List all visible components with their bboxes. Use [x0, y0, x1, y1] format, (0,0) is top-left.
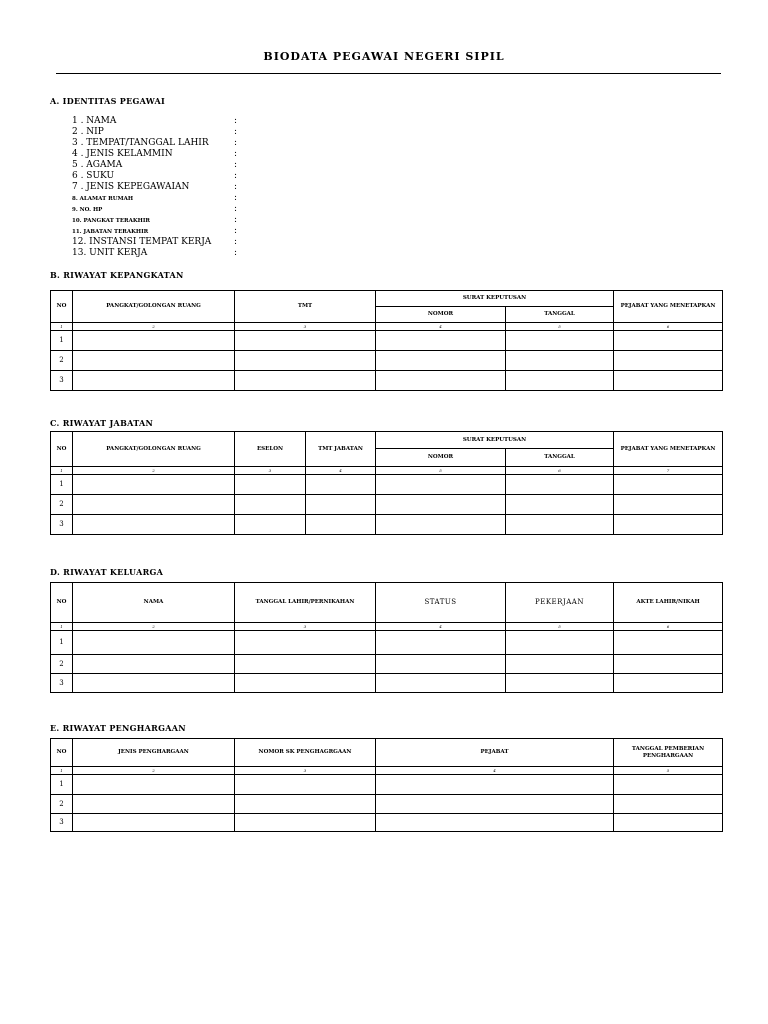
cell[interactable]: [73, 475, 235, 495]
header-pangkat: PANGKAT/GOLONGAN RUANG: [73, 432, 235, 467]
identity-item: [72, 204, 238, 215]
cell[interactable]: [235, 655, 376, 674]
identity-label: 11. JABATAN TERAKHIR: [72, 229, 149, 235]
column-number-row: [51, 623, 723, 631]
col-num: 5: [506, 323, 614, 331]
identity-item: [72, 149, 238, 160]
cell[interactable]: [506, 475, 614, 495]
column-number-row: [51, 467, 723, 475]
cell[interactable]: [614, 371, 723, 391]
table-row: [51, 655, 723, 674]
cell[interactable]: [506, 631, 614, 655]
cell[interactable]: [614, 814, 723, 832]
identity-item: [72, 171, 238, 182]
cell[interactable]: [306, 515, 376, 535]
col-num: 4: [376, 323, 506, 331]
identity-colon: :: [234, 237, 238, 247]
identity-label: 6 . SUKU: [72, 171, 115, 181]
header-nama: NAMA: [73, 583, 235, 623]
table-row: [51, 475, 723, 495]
header-eselon: ESELON: [235, 432, 306, 467]
identity-colon: :: [234, 160, 238, 170]
section-e-heading: E. RIWAYAT PENGHARGAAN: [50, 723, 186, 733]
header-tmt-jabatan: TMT JABATAN: [306, 432, 376, 467]
header-tanggal-pemberian: TANGGAL PEMBERIAN PENGHARGAAN: [614, 739, 723, 767]
cell[interactable]: [614, 674, 723, 693]
cell[interactable]: [73, 655, 235, 674]
cell[interactable]: [376, 331, 506, 351]
cell[interactable]: [235, 371, 376, 391]
header-nomor: NOMOR: [376, 449, 506, 467]
header-pangkat: PANGKAT/GOLONGAN RUANG: [73, 291, 235, 323]
header-status: STATUS: [376, 583, 506, 623]
identity-item: [72, 127, 238, 138]
col-num: 2: [73, 467, 235, 475]
identity-colon: :: [234, 204, 238, 214]
title-divider: [56, 73, 721, 74]
identity-label: 12. INSTANSI TEMPAT KERJA: [72, 237, 212, 247]
table-row: [51, 371, 723, 391]
cell[interactable]: [235, 674, 376, 693]
col-num: 3: [235, 767, 376, 775]
cell[interactable]: [376, 775, 614, 795]
cell[interactable]: [614, 655, 723, 674]
table-keluarga: [50, 582, 723, 693]
table-row: [51, 331, 723, 351]
cell[interactable]: [376, 475, 506, 495]
identity-colon: :: [234, 226, 238, 236]
header-no: NO: [51, 739, 73, 767]
identity-label: 4 . JENIS KELAMMIN: [72, 149, 173, 159]
col-num: 6: [614, 323, 723, 331]
col-num: 2: [73, 623, 235, 631]
cell[interactable]: [235, 351, 376, 371]
identity-item: [72, 182, 238, 193]
cell[interactable]: [376, 814, 614, 832]
header-pejabat: PEJABAT YANG MENETAPKAN: [614, 432, 723, 467]
cell[interactable]: [306, 495, 376, 515]
identity-item: [72, 215, 238, 226]
cell[interactable]: [506, 351, 614, 371]
cell[interactable]: [376, 515, 506, 535]
identity-colon: :: [234, 182, 238, 192]
identity-item: [72, 138, 238, 149]
identity-label: 10. PANGKAT TERAKHIR: [72, 218, 150, 224]
column-number-row: [51, 323, 723, 331]
identity-colon: :: [234, 215, 238, 225]
row-number: 2: [51, 351, 73, 371]
cell[interactable]: [73, 775, 235, 795]
table-kepangkatan: [50, 290, 723, 391]
cell[interactable]: [614, 515, 723, 535]
identity-list: [72, 116, 238, 259]
col-num: 6: [614, 623, 723, 631]
identity-colon: :: [234, 248, 238, 258]
identity-colon: :: [234, 149, 238, 159]
row-number: 3: [51, 814, 73, 832]
table-row: [51, 814, 723, 832]
col-num: 2: [73, 323, 235, 331]
header-tanggal-lahir: TANGGAL LAHIR/PERNIKAHAN: [235, 583, 376, 623]
identity-label: 8. ALAMAT RUMAH: [72, 196, 134, 202]
row-number: 2: [51, 655, 73, 674]
header-akte: AKTE LAHIR/NIKAH: [614, 583, 723, 623]
col-num: 2: [73, 767, 235, 775]
row-number: 3: [51, 515, 73, 535]
table-row: [51, 795, 723, 814]
header-nomor-sk: NOMOR SK PENGHAGRGAAN: [235, 739, 376, 767]
column-number-row: [51, 767, 723, 775]
table-row: [51, 775, 723, 795]
col-num: 3: [235, 323, 376, 331]
cell[interactable]: [376, 655, 506, 674]
identity-label: 3 . TEMPAT/TANGGAL LAHIR: [72, 138, 209, 148]
header-no: NO: [51, 291, 73, 323]
row-number: 2: [51, 795, 73, 814]
identity-label: 9. NO. HP: [72, 207, 103, 213]
row-number: 3: [51, 674, 73, 693]
table-jabatan: [50, 431, 723, 535]
identity-colon: :: [234, 193, 238, 203]
section-c-heading: C. RIWAYAT JABATAN: [50, 418, 154, 428]
cell[interactable]: [235, 515, 306, 535]
cell[interactable]: [614, 775, 723, 795]
section-b-heading: B. RIWAYAT KEPANGKATAN: [50, 270, 184, 280]
row-number: 1: [51, 775, 73, 795]
cell[interactable]: [73, 814, 235, 832]
col-num: 5: [614, 767, 723, 775]
section-d-heading: D. RIWAYAT KELUARGA: [50, 567, 164, 577]
identity-item: [72, 248, 238, 259]
identity-item: [72, 237, 238, 248]
cell[interactable]: [614, 795, 723, 814]
identity-item: [72, 116, 238, 127]
header-pejabat: PEJABAT YANG MENETAPKAN: [614, 291, 723, 323]
cell[interactable]: [376, 371, 506, 391]
cell[interactable]: [235, 475, 306, 495]
cell[interactable]: [614, 631, 723, 655]
col-num: 6: [506, 467, 614, 475]
header-tanggal: TANGGAL: [506, 449, 614, 467]
header-tmt: TMT: [235, 291, 376, 323]
page-title: BIODATA PEGAWAI NEGERI SIPIL: [263, 50, 505, 63]
col-num: 3: [235, 467, 306, 475]
col-num: 5: [506, 623, 614, 631]
header-no: NO: [51, 583, 73, 623]
identity-label: 13. UNIT KERJA: [72, 248, 148, 258]
col-num: 1: [51, 467, 73, 475]
cell[interactable]: [506, 655, 614, 674]
cell[interactable]: [506, 674, 614, 693]
cell[interactable]: [376, 495, 506, 515]
cell[interactable]: [614, 495, 723, 515]
cell[interactable]: [235, 814, 376, 832]
table-row: [51, 495, 723, 515]
col-num: 4: [306, 467, 376, 475]
cell[interactable]: [235, 495, 306, 515]
header-no: NO: [51, 432, 73, 467]
table-penghargaan: [50, 738, 723, 832]
row-number: 1: [51, 631, 73, 655]
cell[interactable]: [376, 631, 506, 655]
cell[interactable]: [376, 795, 614, 814]
cell[interactable]: [614, 331, 723, 351]
header-tanggal: TANGGAL: [506, 307, 614, 323]
identity-label: 2 . NIP: [72, 127, 104, 137]
col-num: 1: [51, 323, 73, 331]
cell[interactable]: [506, 331, 614, 351]
col-num: 1: [51, 623, 73, 631]
cell[interactable]: [235, 331, 376, 351]
row-number: 2: [51, 495, 73, 515]
section-a-heading: A. IDENTITAS PEGAWAI: [50, 96, 166, 106]
cell[interactable]: [306, 475, 376, 495]
identity-colon: :: [234, 138, 238, 148]
row-number: 1: [51, 475, 73, 495]
cell[interactable]: [73, 515, 235, 535]
identity-label: 1 . NAMA: [72, 116, 117, 126]
cell[interactable]: [73, 351, 235, 371]
cell[interactable]: [235, 631, 376, 655]
cell[interactable]: [376, 674, 506, 693]
identity-item: [72, 193, 238, 204]
cell[interactable]: [506, 515, 614, 535]
header-nomor: NOMOR: [376, 307, 506, 323]
col-num: 4: [376, 767, 614, 775]
cell[interactable]: [73, 795, 235, 814]
col-num: 3: [235, 623, 376, 631]
identity-colon: :: [234, 116, 238, 126]
row-number: 3: [51, 371, 73, 391]
cell[interactable]: [376, 351, 506, 371]
col-num: 7: [614, 467, 723, 475]
header-surat-keputusan: SURAT KEPUTUSAN: [376, 432, 614, 449]
cell[interactable]: [73, 495, 235, 515]
cell[interactable]: [73, 631, 235, 655]
identity-item: [72, 226, 238, 237]
cell[interactable]: [73, 674, 235, 693]
table-row: [51, 515, 723, 535]
identity-colon: :: [234, 171, 238, 181]
header-pekerjaan: PEKERJAAN: [506, 583, 614, 623]
header-jenis: JENIS PENGHARGAAN: [73, 739, 235, 767]
col-num: 4: [376, 623, 506, 631]
cell[interactable]: [506, 371, 614, 391]
col-num: 1: [51, 767, 73, 775]
identity-label: 7 . JENIS KEPEGAWAIAN: [72, 182, 190, 192]
table-row: [51, 674, 723, 693]
cell[interactable]: [614, 475, 723, 495]
cell[interactable]: [73, 331, 235, 351]
cell[interactable]: [235, 775, 376, 795]
cell[interactable]: [235, 795, 376, 814]
identity-colon: :: [234, 127, 238, 137]
cell[interactable]: [506, 495, 614, 515]
table-row: [51, 351, 723, 371]
col-num: 5: [376, 467, 506, 475]
table-row: [51, 631, 723, 655]
identity-label: 5 . AGAMA: [72, 160, 123, 170]
cell[interactable]: [73, 371, 235, 391]
identity-item: [72, 160, 238, 171]
header-pejabat: PEJABAT: [376, 739, 614, 767]
cell[interactable]: [614, 351, 723, 371]
row-number: 1: [51, 331, 73, 351]
header-surat-keputusan: SURAT KEPUTUSAN: [376, 291, 614, 307]
